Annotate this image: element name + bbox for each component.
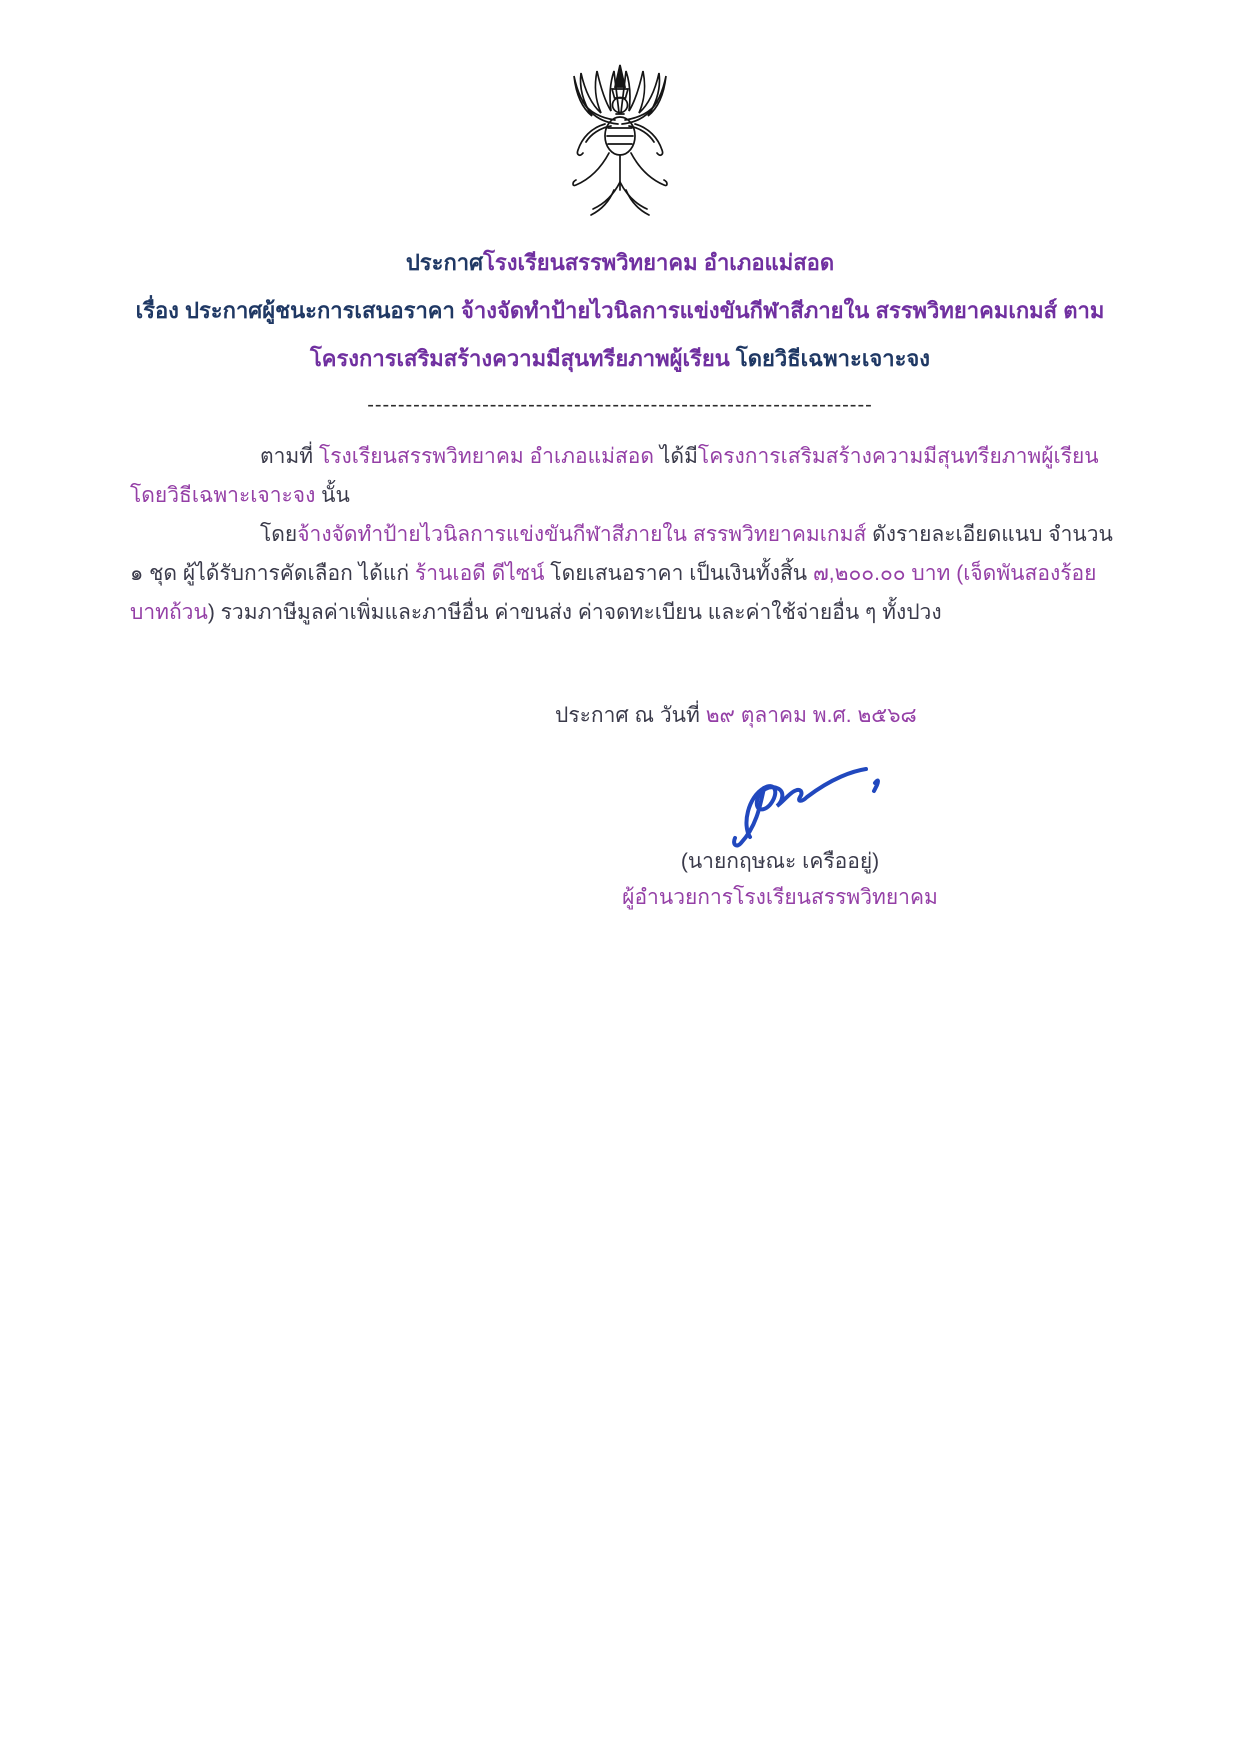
p1-template-text: ได้มี bbox=[659, 445, 698, 468]
garuda-icon bbox=[545, 62, 695, 230]
signatory-name: (นายกฤษณะ เครืออยู่) bbox=[680, 850, 880, 873]
title-line-2 bbox=[0, 287, 1240, 335]
p2-vendor-name: ร้านเอดี ดีไซน์ bbox=[414, 562, 545, 585]
announcement-date-line bbox=[555, 696, 1240, 735]
signatory-position: ผู้อำนวยการโรงเรียนสรรพวิทยาคม bbox=[622, 886, 938, 909]
paragraph-1 bbox=[130, 437, 1120, 515]
title-school-name: โรงเรียนสรรพวิทยาคม อำเภอแม่สอด bbox=[483, 250, 835, 275]
title-line-3 bbox=[0, 335, 1240, 383]
p1-template-text: นั้น bbox=[315, 484, 350, 507]
title-line-1 bbox=[0, 239, 1240, 287]
p2-work-name: จ้างจัดทำป้ายไวนิลการแข่งขันกีฬาสีภายใน สรรพวิทยาคมเกมส์ bbox=[297, 523, 867, 546]
p2-amount: ๗,๒๐๐.๐๐ บาท (เจ็ดพันสองร้อยบาทถ้วน bbox=[130, 562, 1097, 624]
signature-block bbox=[560, 763, 1000, 916]
paragraph-2 bbox=[130, 515, 1120, 632]
p2-template-text: โดยเสนอราคา เป็นเงินทั้งสิ้น bbox=[544, 562, 813, 585]
p2-template-text: ) รวมภาษีมูลค่าเพิ่มและภาษีอื่น ค่าขนส่ง ค่าจดทะเบียน และค่าใช้จ่ายอื่น ๆ ทั้งปวง bbox=[207, 601, 942, 624]
p1-project-name: โครงการเสริมสร้างความมีสุนทรียภาพผู้เรียน โดยวิธีเฉพาะเจาะจง bbox=[130, 445, 1099, 507]
p1-school-name: โรงเรียนสรรพวิทยาคม อำเภอแม่สอด bbox=[318, 445, 660, 468]
body-content bbox=[130, 437, 1120, 632]
title-announce-word: ประกาศ bbox=[405, 250, 484, 275]
date-prefix: ประกาศ ณ วันที่ bbox=[555, 704, 706, 727]
title-subject-prefix: เรื่อง ประกาศผู้ชนะการเสนอราคา bbox=[135, 298, 461, 323]
date-value: ๒๙ ตุลาคม พ.ศ. ๒๕๖๘ bbox=[705, 704, 917, 727]
p2-template-text: โดย bbox=[260, 523, 298, 546]
p1-template-text: ตามที่ bbox=[260, 445, 319, 468]
p2-template-text: ดังรายละเอียดแนบ จำนวน ๑ ชุด ผู้ได้รับการคัดเลือก ได้แก่ bbox=[130, 523, 1113, 585]
title-project-name: โครงการเสริมสร้างความมีสุนทรียภาพผู้เรียน bbox=[309, 346, 730, 371]
emblem-container bbox=[0, 0, 1240, 235]
separator-line: ------------------------------------------------------------------ bbox=[367, 394, 873, 416]
title-block bbox=[0, 239, 1240, 383]
title-subject-name: จ้างจัดทำป้ายไวนิลการแข่งขันกีฬาสีภายใน สรรพวิทยาคมเกมส์ ตาม bbox=[460, 298, 1105, 323]
title-method: โดยวิธีเฉพาะเจาะจง bbox=[729, 346, 931, 371]
